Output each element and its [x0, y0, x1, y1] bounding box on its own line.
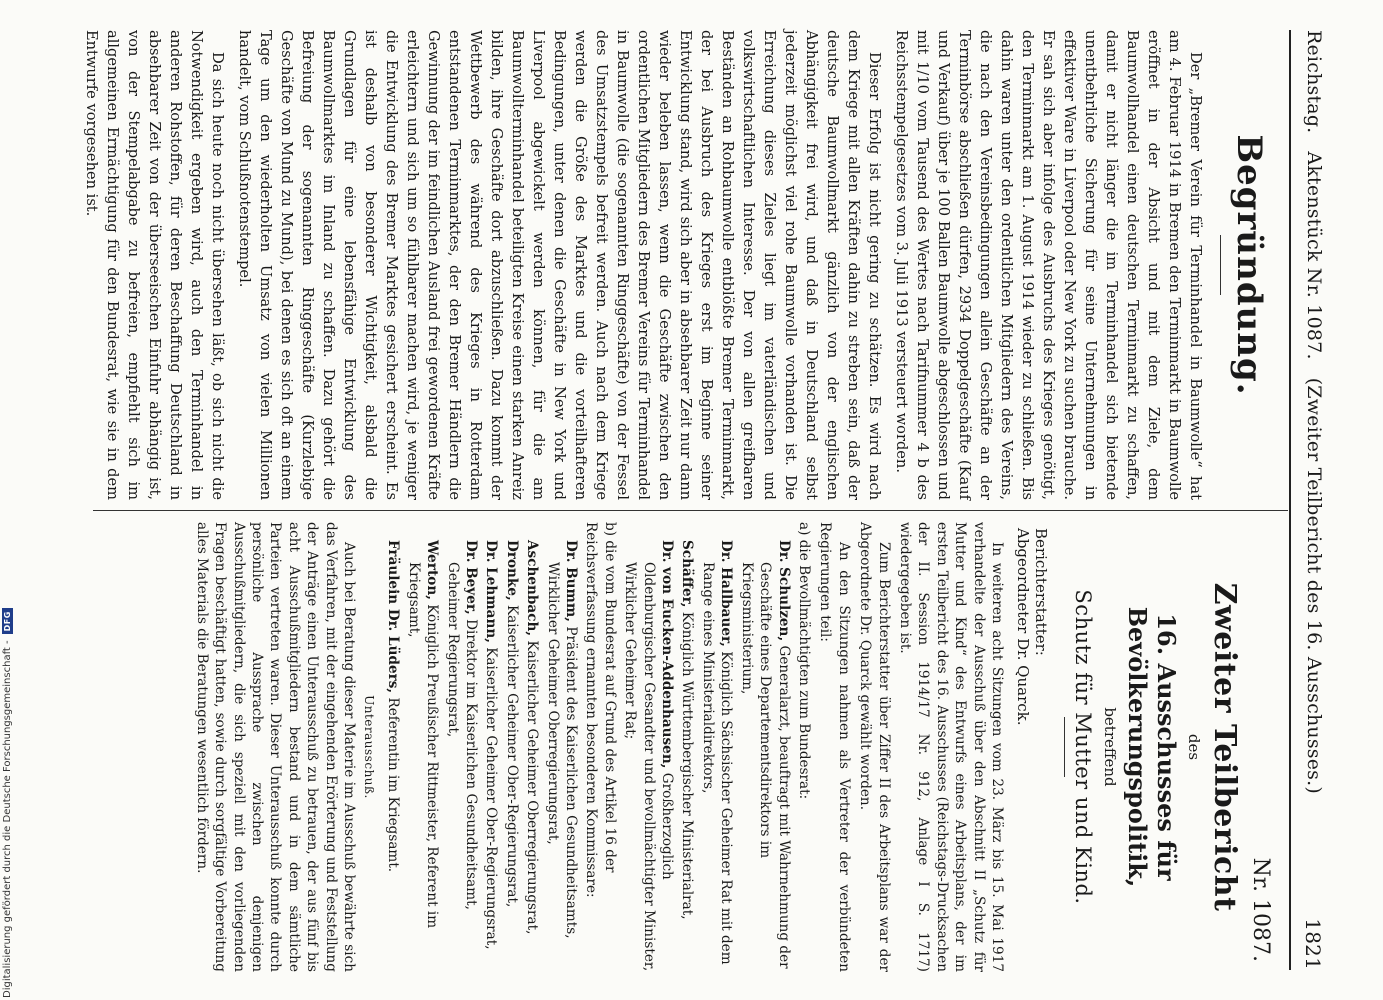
paragraph: Der „Bremer Verein für Terminhandel in Baumwolle“ hat am 4. Februar 1914 in Bremen den Terminmarkt in Baumwolle eröffnet in der Absicht und mit dem Ziele, dem Baumwollhandel einen deutschen Terminmarkt zu schaffen, damit er nicht länger die im Terminhandel sich bietende unentbehrliche Sicherung für seine Unternehmungen in effektiver Ware in Liverpool oder New York zu suchen brauche. Er sah sich aber infolge des Ausbruchs des Krieges genötigt, den Terminmarkt am 1. August 1914 wieder zu schließen. Bis dahin waren unter den ordentlichen Mitgliedern des Vereins, die nach den Vereinsbedingungen allein Geschäfte an der Terminbörse abschließen dürfen, 2934 Doppelgeschäfte (Kauf und Verkauf) über je 100 Ballen Baumwolle abgeschlossen und mit 1/10 vom Tausend des Wertes nach Tarifnummer 4 b des Reichsstempelgesetzes vom 3. Juli 1913 versteuert worden. — [893, 30, 1204, 500]
list-b-heading: b) die vom Bundesrat auf Grund des Artikel 16 der Reichsverfassung ernannten besonderen Kommissare: — [583, 522, 618, 898]
person-role: Großherzoglich Oldenburgischer Gesandter und bevollmächtigter Minister, Wirklicher Geheimer Rat; — [622, 562, 676, 972]
person-name: Dr. Beyer, — [463, 540, 480, 615]
section-title: Begründung. — [1229, 134, 1269, 396]
running-header — [1295, 30, 1325, 970]
left-column — [75, 30, 1283, 500]
paragraph: Zum Berichterstatter über Ziffer II des Arbeitsplans war der Abgeordnete Dr. Quarck gewählt worden. — [857, 522, 892, 972]
paragraph: Auch bei Beratung dieser Materie im Ausschuß bewährte sich das Verfahren, mit der eingehenden Erörterung und Feststellung der Anträge einen Unterausschuß zu betrauen, der aus fünf bis acht Ausschußmitgliedern bestand und in dem sämtliche Parteien vertreten waren. Dieser Unterausschuß konnte durch persönliche Aussprache zwischen denjenigen Ausschußmitgliedern, die sich speziell mit den vorliegenden Fragen beschäftigt hatten, sowie durch sorgfältige Vorbereitung alles Materials die Beratungen wesentlich fördern. — [193, 522, 357, 972]
reporter-name: Abgeordneter Dr. Quarck. — [1014, 528, 1032, 726]
person-role: Königlich Sächsischer Geheimer Rat mit dem Range eines Ministerialdirektors, — [699, 562, 735, 965]
person-name: Dr. Lehmann, — [483, 540, 500, 643]
list-item — [443, 540, 480, 972]
report-betreffend: betreffend — [1101, 707, 1119, 787]
title-rule — [1220, 235, 1221, 295]
person-name: Fräulein Dr. Lüders, — [385, 540, 402, 694]
right-column — [189, 522, 1283, 972]
list-item — [678, 540, 696, 972]
paragraph: In weiteren acht Sitzungen vom 23. März bis 15. Mai 1917 verhandelte der Ausschuß über den Abschnitt II „Schutz für Mutter und Kind“ des Entwurfs eines Arbeitsplans, der im ersten Teilbericht des 16. Ausschusses (Reichstags-Drucksachen der II. Session 1914/17 Nr. 912, Anlage I S. 1717) wiedergegeben ist. — [896, 522, 1005, 972]
person-name: Werton, — [424, 540, 441, 600]
page-number: 1821 — [1301, 918, 1325, 970]
list-item — [699, 540, 736, 972]
reporter-label: Berichterstatter: — [1032, 528, 1050, 656]
document-number: Nr. 1087. — [1248, 857, 1273, 962]
header-document-number: Aktenstück Nr. 1087. — [1303, 151, 1325, 360]
paragraph: An den Sitzungen nahmen als Vertreter der verbündeten Regierungen teil: — [817, 522, 852, 972]
person-role: Referentin im Kriegsamt. — [385, 697, 402, 873]
committee-name: 16. Ausschusses für Bevölkerungspolitik, — [1123, 606, 1181, 888]
list-item — [482, 540, 500, 972]
report-des: des — [1185, 733, 1203, 761]
list-a-heading: a) die Bevollmächtigten zum Bundesrat: — [795, 522, 812, 800]
paragraph: Da sich heute noch nicht übersehen läßt, ob sich nicht die Notwendigkeit ergeben wird, auch den Terminhandel in anderen Rohstoffen, für deren Beschaffung Deutschland in absehbarer Zeit von der überseeischen Einfuhr abhängig ist, von der Stempelabgabe zu befreien, empfiehlt sich im allgemeinen Ermächtigung für den Bundesrat, wie sie in dem Entwurfe vorgesehen ist. — [83, 30, 226, 500]
paragraph: Dieser Erfolg ist nicht gering zu schätzen. Es wird nach dem Kriege mit allen Kräften dahin zu streben sein, daß der deutsche Baumwollmarkt gänzlich von der englischen Abhängigkeit frei wird, und daß in Deutschland selbst jederzeit möglichst viel rohe Baumwolle vorhanden ist. Die Erreichung dieses Zieles liegt im vaterländischen und volkswirtschaftlichen Interesse. Der von allen greifbaren Beständen an Rohbaumwolle entblößte Bremer Terminmarkt, der bei Ausbruch des Krieges erst im Beginne seiner Entwicklung stand, wird sich aber in absehbarer Zeit nur dann wieder beleben lassen, wenn die Geschäfte zwischen den ordentlichen Mitgliedern des Bremer Vereins für Terminhandel in Baumwolle (die sogenannten Ringgeschäfte) von der Fessel des Umsatzstempels befreit werden. Auch nach dem Kriege werden die Größe des Marktes und die vorteilhafteren Bedingungen, unter denen die Geschäfte in New York und Liverpool abgewickelt werden können, für die am Baumwollterminhandel beteiligten Kreise einen starken Anreiz bilden, ihre Geschäfte dort abzuschließen. Dazu kommt der Wettbewerb des während des Krieges in Rotterdam entstandenen Terminmarktes, der den Bremer Händlern die Gewinnung der im feindlichen Ausland frei gewordenen Kräfte erleichtern und sich um so fühlbarer machen wird, je weniger die Entwicklung des Bremer Marktes gesichert erscheint. Es ist deshalb von besonderer Wichtigkeit, alsbald die Grundlagen für eine lebensfähige Entwicklung des Baumwollmarktes im Inland zu schaffen. Dazu gehört die Befreiung der sogenannten Ringgeschäfte (Kurzlebige Geschäfte von Mund zu Mund), bei denen es sich oft an einem Tage um den wiederholten Umsatz von vielen Millionen handelt, vom Schlußnotenstempel. — [236, 30, 883, 500]
person-role: Generalarzt, beauftragt mit Wahrnehmung der Geschäfte eines Departementsdirektors im Kriegsministerium, — [738, 562, 792, 969]
person-name: Aschenbach, — [524, 540, 541, 637]
report-title: Zweiter Teilbericht — [1207, 582, 1242, 912]
person-role: Kaiserlicher Geheimer Ober-Regierungsrat, — [483, 647, 500, 950]
person-role: Königlich Preußischer Rittmeister, Referent im Kriegsamt, — [405, 562, 441, 929]
person-role: Kaiserlicher Geheimer Ober-Regierungsrat, — [503, 605, 520, 908]
header-parliament: Reichstag. — [1303, 30, 1325, 134]
person-name: Dr. von Eucken-Addenhausen, — [659, 540, 676, 769]
report-topic: Schutz für Mutter und Kind. — [1071, 589, 1095, 905]
header-rule — [1289, 30, 1291, 970]
person-name: Dr. Hallbauer, — [718, 540, 735, 647]
person-name: Schäffer, — [679, 540, 696, 608]
credit-text: Digitalisierung gefördert durch die Deutsche Forschungsgemeinschaft - — [2, 640, 13, 998]
list-item — [737, 540, 792, 972]
person-role: Direktor im Kaiserlichen Gesundheitsamt, Geheimer Regierungsrat, — [444, 562, 480, 910]
header-report-title: (Zweiter Teilbericht des 16. Ausschusses.) — [1303, 377, 1325, 794]
topic-rule — [1064, 717, 1065, 777]
list-item — [404, 540, 441, 972]
person-role: Königlich Württembergischer Ministerialrat, — [679, 611, 696, 920]
list-item — [523, 540, 541, 972]
list-item — [621, 540, 676, 972]
person-name: Dr. Schulzen, — [775, 540, 792, 642]
person-name: Dr. Bumm, — [563, 540, 580, 623]
person-role: Präsident des Kaiserlichen Gesundheitsamts, Wirklicher Geheimer Oberregierungsrat, — [544, 562, 580, 939]
person-name: Dronke, — [503, 540, 520, 601]
list-item — [543, 540, 580, 972]
person-role: Kaiserlicher Geheimer Oberregierungsrat, — [524, 640, 541, 935]
subsection-heading: Unterausschuß. — [362, 695, 376, 799]
column-divider — [93, 510, 1288, 511]
dfg-logo: DFG — [2, 608, 13, 634]
list-item — [502, 540, 520, 972]
digitization-credit — [2, 603, 13, 998]
list-item — [384, 540, 402, 972]
